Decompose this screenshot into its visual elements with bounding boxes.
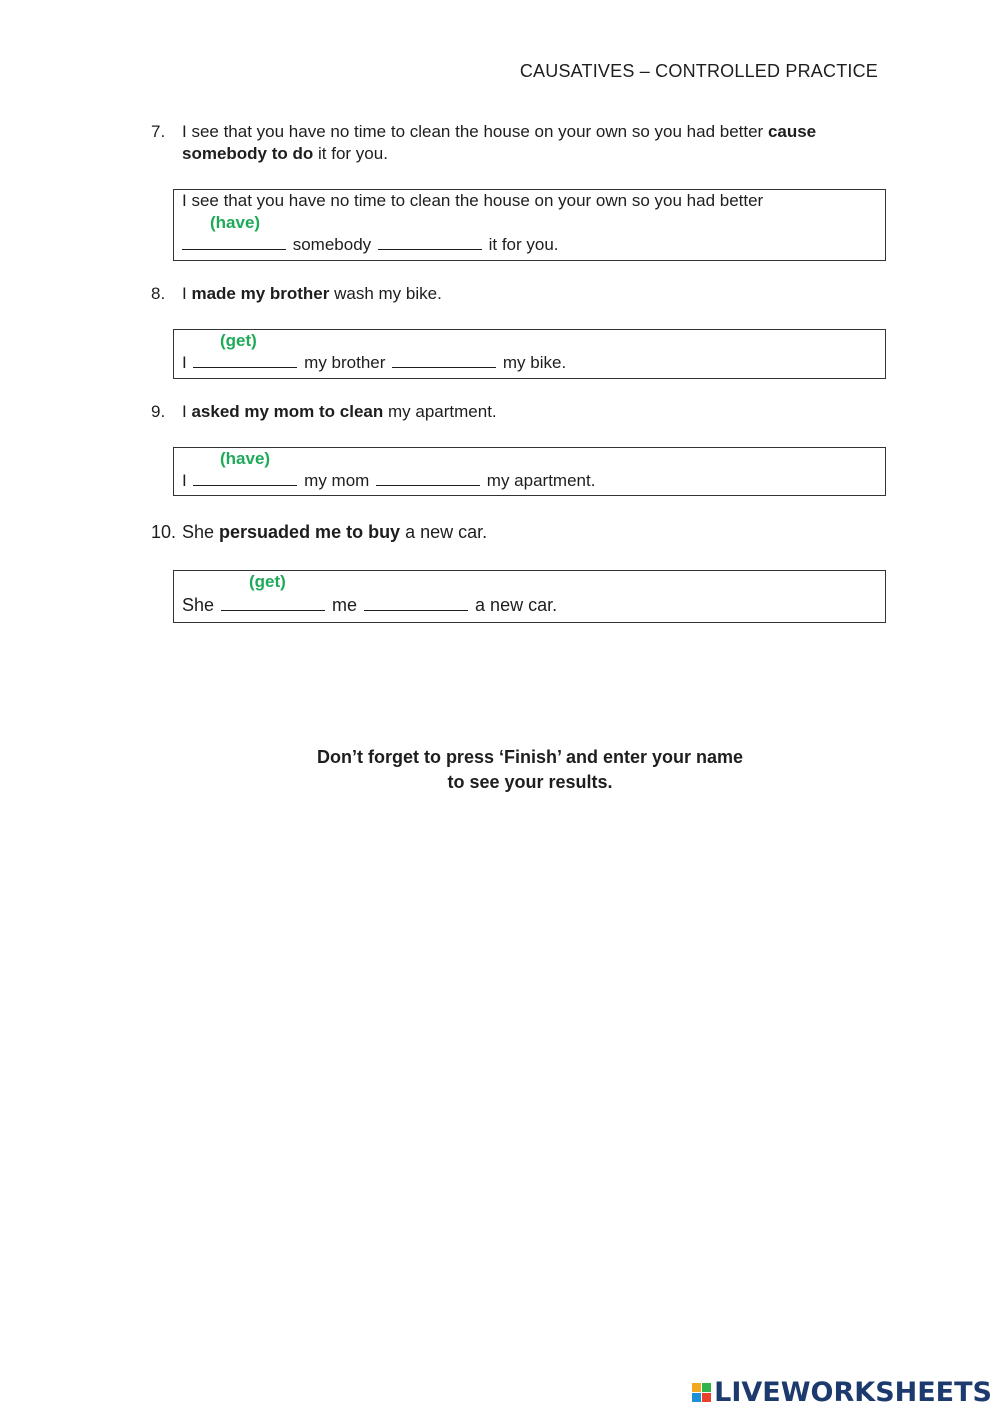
question-number: 9. xyxy=(151,402,166,421)
verb-cue: (have) xyxy=(220,449,271,468)
brand-name: LIVEWORKSHEETS xyxy=(714,1376,992,1408)
question-7 xyxy=(151,121,871,165)
answer-sentence: I my brother my bike. xyxy=(182,353,567,372)
question-number: 7. xyxy=(151,122,166,141)
question-8 xyxy=(151,283,871,305)
blank-input-1[interactable] xyxy=(221,596,325,611)
answer-box-8 xyxy=(173,329,886,379)
verb-cue: (get) xyxy=(249,572,286,591)
blank-input-2[interactable] xyxy=(364,596,468,611)
answer-line: I see that you have no time to clean the house on your own so you had better xyxy=(182,191,764,210)
blank-input-1[interactable] xyxy=(193,353,297,368)
answer-sentence: somebody it for you. xyxy=(182,234,885,256)
answer-box-9 xyxy=(173,447,886,496)
blank-input-2[interactable] xyxy=(378,235,482,250)
answer-sentence: I my mom my apartment. xyxy=(182,471,596,490)
question-prompt: I asked my mom to clean my apartment. xyxy=(182,402,497,421)
finish-reminder: Don’t forget to press ‘Finish’ and enter your name to see your results. xyxy=(316,747,744,792)
blank-input-1[interactable] xyxy=(193,471,297,486)
answer-box-7 xyxy=(173,189,886,261)
answer-sentence: She me a new car. xyxy=(182,595,558,615)
answer-box-10 xyxy=(173,570,886,623)
blank-input-2[interactable] xyxy=(392,353,496,368)
question-number: 8. xyxy=(151,284,166,303)
page-title: CAUSATIVES – CONTROLLED PRACTICE xyxy=(519,61,878,81)
brand-logo[interactable] xyxy=(692,1377,992,1407)
question-prompt: She persuaded me to buy a new car. xyxy=(182,522,488,542)
question-number: 10. xyxy=(151,522,177,542)
blank-input-1[interactable] xyxy=(182,235,286,250)
question-prompt: I see that you have no time to clean the house on your own so you had better cause somebody to do it for you. xyxy=(182,122,817,163)
verb-cue: (get) xyxy=(220,331,257,350)
question-9 xyxy=(151,401,871,423)
question-10 xyxy=(151,521,871,543)
question-prompt: I made my brother wash my bike. xyxy=(182,284,442,303)
liveworksheets-logo-icon xyxy=(692,1383,711,1402)
verb-cue: (have) xyxy=(210,213,261,232)
blank-input-2[interactable] xyxy=(376,471,480,486)
